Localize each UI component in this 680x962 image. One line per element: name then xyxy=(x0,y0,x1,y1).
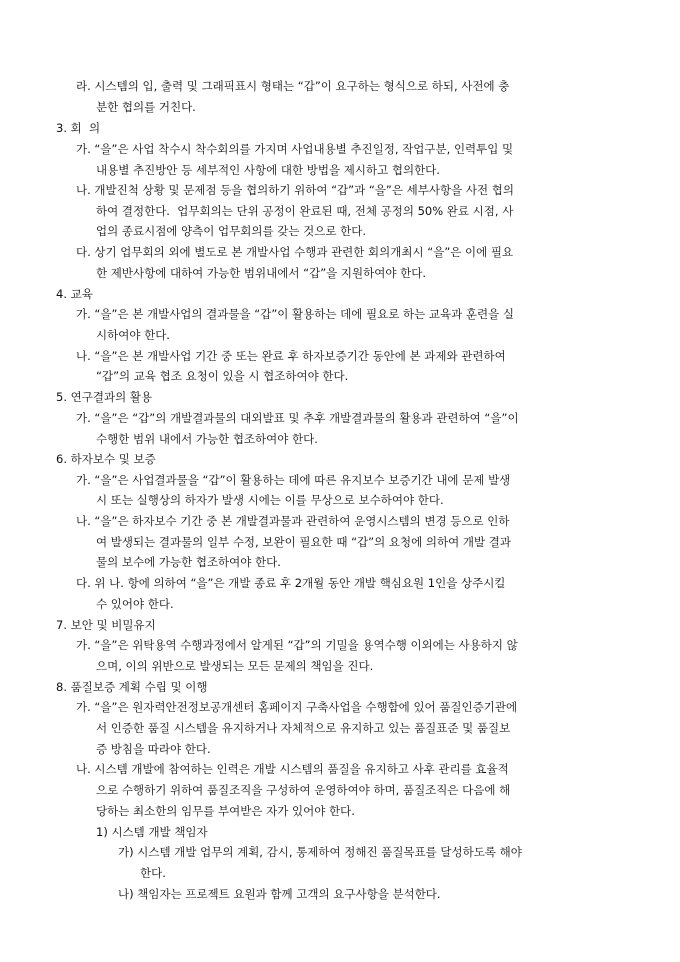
item-6-ga-line-2: 시 또는 실행상의 하자가 발생 시에는 이를 무상으로 보수하여야 한다. xyxy=(96,493,444,507)
item-3-na-line-2: 하여 결정한다. 업무회의는 단위 공정이 완료된 때, 전체 공정의 50% 완료 시점, 사 xyxy=(96,204,514,218)
subitem-1-heading: 1) 시스템 개발 책임자 xyxy=(96,825,208,839)
item-6-na-line-2: 여 발생되는 결과물의 일부 수정, 보완이 필요한 때 “갑”의 요청에 의하여 개발 결과 xyxy=(96,535,511,549)
item-5-ga-line-2: 수행한 범위 내에서 가능한 협조하여야 한다. xyxy=(96,432,318,446)
item-3-da-line-2: 한 제반사항에 대하여 가능한 범위내에서 “갑”을 지원하여야 한다. xyxy=(96,266,426,280)
item-6-na-line-3: 물의 보수에 가능한 협조하여야 한다. xyxy=(96,555,281,569)
section-8-heading: 8. 품질보증 계획 수립 및 이행 xyxy=(56,680,208,694)
item-4-na-line-2: “갑”의 교육 협조 요청이 있을 시 협조하여야 한다. xyxy=(96,369,349,383)
item-6-da-line-1: 다. 위 나. 항에 의하여 “을”은 개발 종료 후 2개월 동안 개발 핵심요원 1인을 상주시킬 xyxy=(76,576,506,590)
section-3-heading: 3. 회 의 xyxy=(56,121,101,135)
item-3-na-line-1: 나. 개발진척 상황 및 문제점 등을 협의하기 위하여 “갑”과 “을”은 세부사항을 사전 협의 xyxy=(76,183,514,197)
item-7-ga-line-2: 으며, 이의 위반으로 발생되는 모든 문제의 책임을 진다. xyxy=(96,659,374,673)
item-8-na-line-1: 나. 시스템 개발에 참여하는 인력은 개발 시스템의 품질을 유지하고 사후 관리를 효율적 xyxy=(76,762,509,776)
item-7-ga-line-1: 가. “을”은 위탁용역 수행과정에서 알게된 “갑”의 기밀을 용역수행 이외에는 사용하지 않 xyxy=(76,638,518,652)
item-ra-line-2: 분한 협의를 거친다. xyxy=(96,100,196,114)
item-8-ga-line-1: 가. “을”은 원자력안전정보공개센터 홈페이지 구축사업을 수행함에 있어 품질인증기관에 xyxy=(76,700,518,714)
item-4-ga-line-2: 시하여야 한다. xyxy=(96,328,170,342)
item-4-ga-line-1: 가. “을”은 본 개발사업의 결과물을 “갑”이 활용하는 데에 필요로 하는 교육과 훈련을 실 xyxy=(76,307,514,321)
section-5-heading: 5. 연구결과의 활용 xyxy=(56,390,153,404)
item-8-na-line-3: 당하는 최소한의 임무를 부여받은 자가 있어야 한다. xyxy=(96,804,355,818)
section-6-heading: 6. 하자보수 및 보증 xyxy=(56,452,156,466)
item-8-na-line-2: 으로 수행하기 위하여 품질조직을 구성하여 운영하여야 하며, 품질조직은 다음에 해 xyxy=(96,783,511,797)
item-3-ga-line-2: 내용별 추진방안 등 세부적인 사항에 대한 방법을 제시하고 협의한다. xyxy=(96,163,440,177)
item-3-na-line-3: 업의 종료시점에 양측이 업무회의를 갖는 것으로 한다. xyxy=(96,224,366,238)
subitem-1-ga-line-2: 한다. xyxy=(140,866,166,880)
section-4-heading: 4. 교육 xyxy=(56,287,93,301)
subitem-1-na-line-1: 나) 책임자는 프로젝트 요원과 함께 고객의 요구사항을 분석한다. xyxy=(118,887,441,901)
item-3-ga-line-1: 가. “을”은 사업 착수시 착수회의를 가지며 사업내용별 추진일정, 작업구분, 인력투입 및 xyxy=(76,142,514,156)
item-8-ga-line-3: 증 방침을 따라야 한다. xyxy=(96,742,211,756)
item-6-ga-line-1: 가. “을”은 사업결과물을 “갑”이 활용하는 데에 따른 유지보수 보증기간 내에 문제 발생 xyxy=(76,473,511,487)
item-5-ga-line-1: 가. “을”은 “갑”의 개발결과물의 대외발표 및 추후 개발결과물의 활용과 관련하여 “을”이 xyxy=(76,411,519,425)
item-4-na-line-1: 나. “을”은 본 개발사업 기간 중 또는 완료 후 하자보증기간 동안에 본 과제와 관련하여 xyxy=(76,349,506,363)
item-6-na-line-1: 나. “을”은 하자보수 기간 중 본 개발결과물과 관련하여 운영시스템의 변경 등으로 인하 xyxy=(76,514,510,528)
subitem-1-ga-line-1: 가) 시스템 개발 업무의 계획, 감시, 통제하여 정해진 품질목표를 달성하도록 해야 xyxy=(118,845,522,859)
item-ra-line-1: 라. 시스템의 입, 출력 및 그래픽표시 형태는 “갑”이 요구하는 형식으로 하되, 사전에 충 xyxy=(76,79,510,93)
item-3-da-line-1: 다. 상기 업무회의 외에 별도로 본 개발사업 수행과 관련한 회의개최시 “을”은 이에 필요 xyxy=(76,245,514,259)
item-8-ga-line-2: 서 인증한 품질 시스템을 유지하거나 자체적으로 유지하고 있는 품질표준 및 품질보 xyxy=(96,721,511,735)
item-6-da-line-2: 수 있어야 한다. xyxy=(96,597,174,611)
section-7-heading: 7. 보안 및 비밀유지 xyxy=(56,618,156,632)
